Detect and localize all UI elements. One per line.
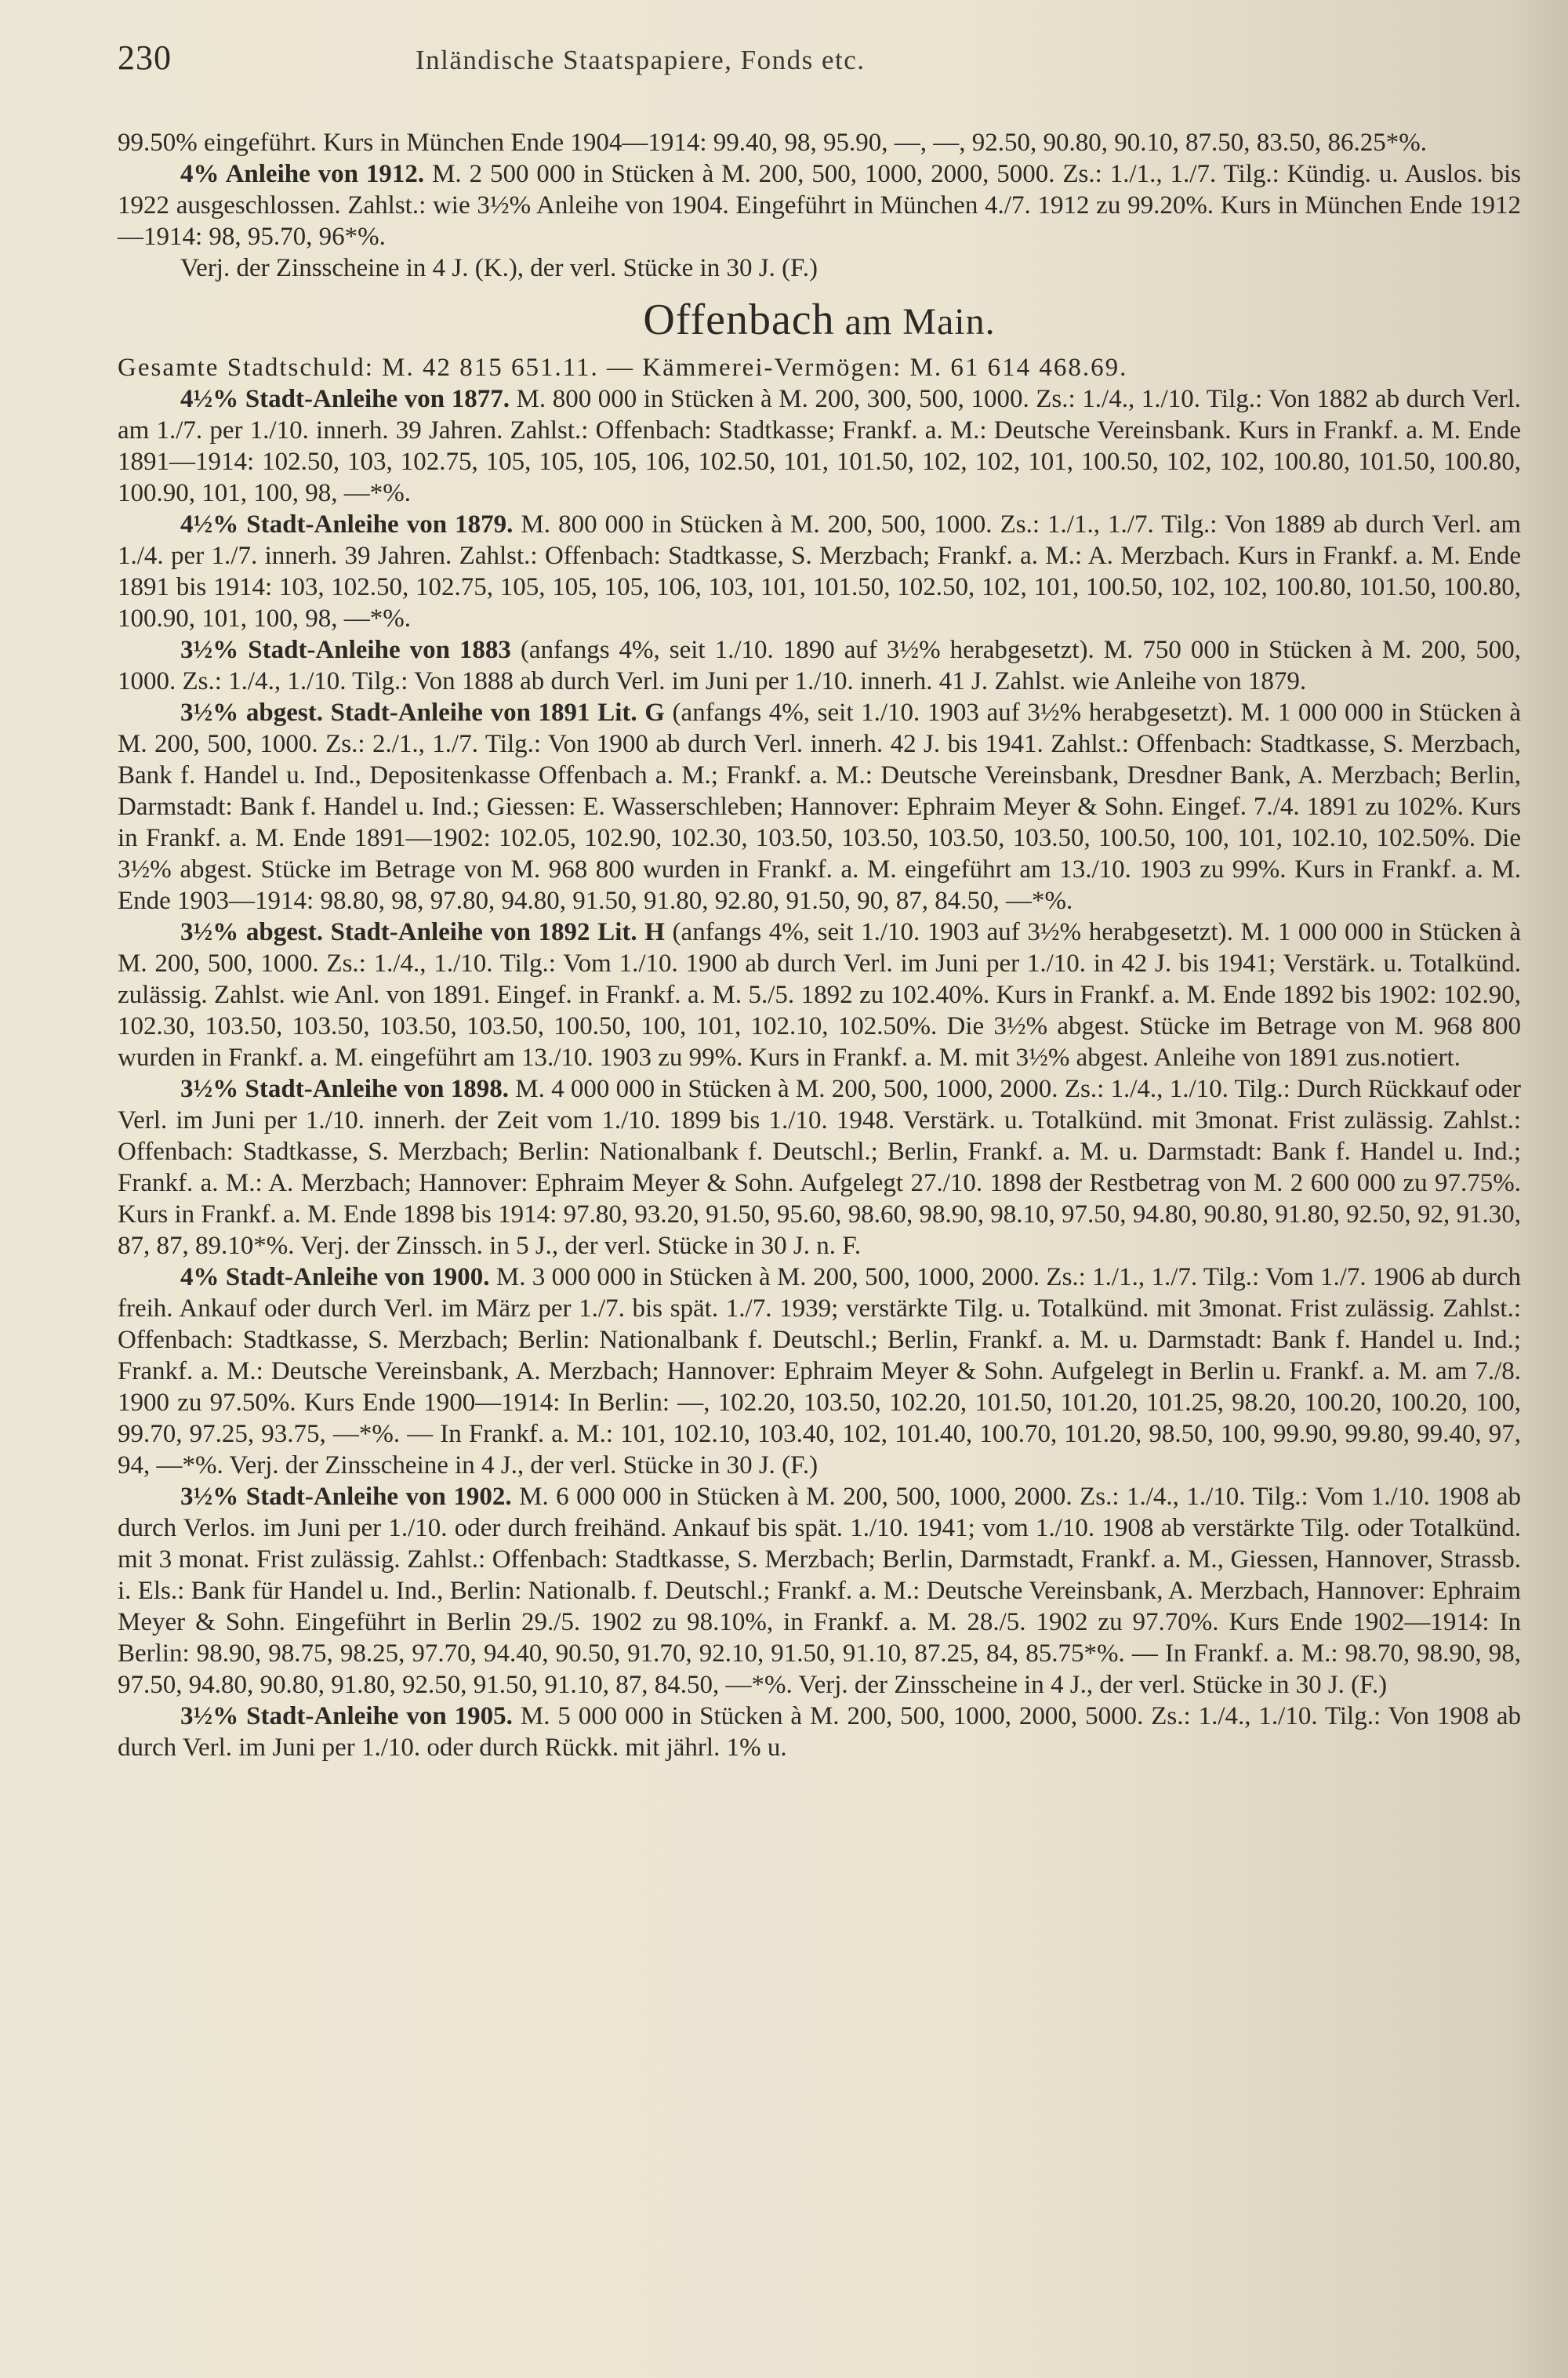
loan-entry-title: 3½% Stadt-Anleihe von 1898. xyxy=(180,1075,510,1103)
loan-entry-text: M. 800 000 in Stücken à M. 200, 500, 1000. Zs.: 1./1., 1./7. Tilg.: Von 1889 ab durch Verl. am 1./4. per 1./7. innerh. 39 Jahren. Zahlst.: Offenbach: Stadtkasse, S. Merzbach; Frankf. a. M.: A. Merzbach. Kurs in Frankf. a. M. Ende 1891 bis 1914: 103, 102.50, 102.75, 105, 105, 105, 106, 103, 101, 101.50, 102.50, 102, 101, 100.50, 102, 102, 100.80, 101.50, 100.80, 100.90, 101, 100, 98, —*%. xyxy=(118,510,1521,633)
city-name: Offenbach xyxy=(643,296,835,344)
loan-entry-title: 3½% abgest. Stadt-Anleihe von 1892 Lit. H xyxy=(180,918,665,946)
city-suffix: am Main. xyxy=(834,301,996,343)
loan-entry-title: 4½% Stadt-Anleihe von 1879. xyxy=(180,510,514,539)
loan-entry xyxy=(118,634,1521,697)
loan-entry-text: M. 3 000 000 in Stücken à M. 200, 500, 1000, 2000. Zs.: 1./1., 1./7. Tilg.: Vom 1./7. 1906 ab durch freih. Ankauf oder durch Verl. im März per 1./7. bis spät. 1./7. 1939; verstärkte Tilg. u. Totalkünd. mit 3monat. Frist zulässig. Zahlst.: Offenbach: Stadtkasse, S. Merzbach; Berlin: Nationalbank f. Deutschl.; Berlin, Frankf. a. M. u. Darmstadt: Bank f. Handel u. Ind.; Frankf. a. M.: Deutsche Vereinsbank, A. Merzbach; Hannover: Ephraim Meyer & Sohn. Aufgelegt in Berlin u. Frankf. a. M. am 7./8. 1900 zu 97.50%. Kurs Ende 1900—1914: In Berlin: —, 102.20, 103.50, 102.20, 101.50, 101.20, 101.25, 98.20, 100.20, 100.20, 100, 99.70, 97.25, 93.75, —*%. — In Frankf. a. M.: 101, 102.10, 103.40, 102, 101.40, 100.70, 101.20, 98.50, 100, 99.90, 99.80, 99.40, 97, 94, —*%. Verj. der Zinsscheine in 4 J., der verl. Stücke in 30 J. (F.) xyxy=(118,1263,1521,1479)
loan-entry xyxy=(118,509,1521,634)
loan-entry xyxy=(118,1073,1521,1262)
loan-entry xyxy=(118,917,1521,1073)
loan-1912-paragraph xyxy=(118,158,1521,252)
loan-entry xyxy=(118,1481,1521,1701)
page-header xyxy=(118,38,1521,93)
loan-entry-text: M. 5 000 000 in Stücken à M. 200, 500, 1000, 2000, 5000. Zs.: 1./4., 1./10. Tilg.: Von 1908 ab durch Verl. im Juni per 1./10. oder durch Rückk. mit jährl. 1% u. xyxy=(118,1702,1521,1762)
running-title: Inländische Staatspapiere, Fonds etc. xyxy=(416,45,866,75)
loan-entry-text: M. 6 000 000 in Stücken à M. 200, 500, 1000, 2000. Zs.: 1./4., 1./10. Tilg.: Vom 1./10. 1908 ab durch Verlos. im Juni per 1./10. oder durch freihänd. Ankauf bis spät. 1./10. 1941; vom 1./10. 1908 ab verstärkte Tilg. oder Totalkünd. mit 3 monat. Frist zulässig. Zahlst.: Offenbach: Stadtkasse, S. Merzbach; Berlin, Darmstadt, Frankf. a. M., Giessen, Hannover, Strassb. i. Els.: Bank für Handel u. Ind., Berlin: Nationalb. f. Deutschl.; Frankf. a. M.: Deutsche Vereinsbank, A. Merzbach, Hannover: Ephraim Meyer & Sohn. Eingeführt in Berlin 29./5. 1902 zu 98.10%, in Frankf. a. M. 28./5. 1902 zu 97.70%. Kurs Ende 1902—1914: In Berlin: 98.90, 98.75, 98.25, 97.70, 94.40, 90.50, 91.70, 92.10, 91.50, 91.10, 87.25, 84, 85.75*%. — In Frankf. a. M.: 98.70, 98.90, 98, 97.50, 94.80, 90.80, 91.80, 92.50, 91.50, 91.10, 87, 84.50, —*%. Verj. der Zinsscheine in 4 J., der verl. Stücke in 30 J. (F.) xyxy=(118,1483,1521,1699)
intro-paragraph: 99.50% eingeführt. Kurs in München Ende 1904—1914: 99.40, 98, 95.90, —, —, 92.50, 90.80, 90.10, 87.50, 83.50, 86.25*%. xyxy=(118,129,1428,157)
loan-entry-title: 3½% Stadt-Anleihe von 1902. xyxy=(180,1483,512,1511)
loan-entry-text: M. 4 000 000 in Stücken à M. 200, 500, 1000, 2000. Zs.: 1./4., 1./10. Tilg.: Durch Rückkauf oder Verl. im Juni per 1./10. innerh. der Zeit vom 1./10. 1899 bis 1./10. 1948. Verstärk. u. Totalkünd. mit 3monat. Frist zulässig. Zahlst.: Offenbach: Stadtkasse, S. Merzbach; Berlin: Nationalbank f. Deutschl.; Berlin, Frankf. a. M. u. Darmstadt: Bank f. Handel u. Ind.; Frankf. a. M.: A. Merzbach; Hannover: Ephraim Meyer & Sohn. Aufgelegt 27./10. 1898 der Restbetrag von M. 2 600 000 zu 97.75%. Kurs in Frankf. a. M. Ende 1898 bis 1914: 97.80, 93.20, 91.50, 95.60, 98.60, 98.90, 98.10, 97.50, 94.80, 90.80, 91.80, 92.50, 92, 91.30, 87, 87, 89.10*%. Verj. der Zinssch. in 5 J., der verl. Stücke in 30 J. n. F. xyxy=(118,1075,1521,1260)
loan-entry-text: (anfangs 4%, seit 1./10. 1890 auf 3½% herabgesetzt). M. 750 000 in Stücken à M. 200, 500, 1000. Zs.: 1./4., 1./10. Tilg.: Von 1888 ab durch Verl. im Juni per 1./10. innerh. 41 J. Zahlst. wie Anleihe von 1879. xyxy=(118,636,1522,695)
loan-entry-text: (anfangs 4%, seit 1./10. 1903 auf 3½% herabgesetzt). M. 1 000 000 in Stücken à M. 200, 500, 1000. Zs.: 1./4., 1./10. Tilg.: Vom 1./10. 1900 ab durch Verl. im Juni per 1./10. in 42 J. bis 1941; Verstärk. u. Totalkünd. zulässig. Zahlst. wie Anl. von 1891. Eingef. in Frankf. a. M. 5./5. 1892 zu 102.40%. Kurs in Frankf. a. M. Ende 1892 bis 1902: 102.90, 102.30, 103.50, 103.50, 103.50, 103.50, 100.50, 100, 101, 102.10, 102.50%. Die 3½% abgest. Stücke im Betrage von M. 968 800 wurden in Frankf. a. M. eingeführt am 13./10. 1903 zu 99%. Kurs in Frankf. a. M. mit 3½% abgest. Anleihe von 1891 zus.notiert. xyxy=(118,918,1521,1072)
page-number: 230 xyxy=(118,38,172,77)
limitation-note: Verj. der Zinsscheine in 4 J. (K.), der verl. Stücke in 30 J. (F.) xyxy=(180,254,818,282)
loan-entry-text: (anfangs 4%, seit 1./10. 1903 auf 3½% herabgesetzt). M. 1 000 000 in Stücken à M. 200, 500, 1000. Zs.: 2./1., 1./7. Tilg.: Von 1900 ab durch Verl. innerh. 42 J. bis 1941. Zahlst.: Offenbach: Stadtkasse, S. Merzbach, Bank f. Handel u. Ind., Depositenkasse Offenbach a. M.; Frankf. a. M.: Deutsche Vereinsbank, Dresdner Bank, A. Merzbach; Berlin, Darmstadt: Bank f. Handel u. Ind.; Giessen: E. Wasserschleben; Hannover: Ephraim Meyer & Sohn. Eingef. 7./4. 1891 zu 102%. Kurs in Frankf. a. M. Ende 1891—1902: 102.05, 102.90, 102.30, 103.50, 103.50, 103.50, 103.50, 100.50, 100, 101, 102.10, 102.50%. Die 3½% abgest. Stücke im Betrage von M. 968 800 wurden in Frankf. a. M. eingeführt am 13./10. 1903 zu 99%. Kurs in Frankf. a. M. Ende 1903—1914: 98.80, 98, 97.80, 94.80, 91.50, 91.80, 92.80, 91.50, 90, 87, 84.50, —*%. xyxy=(118,699,1521,915)
loan-entry xyxy=(118,697,1521,917)
loan-entry xyxy=(118,1262,1521,1481)
loan-entry-text: M. 800 000 in Stücken à M. 200, 300, 500, 1000. Zs.: 1./4., 1./10. Tilg.: Von 1882 ab durch Verl. am 1./7. per 1./10. innerh. 39 Jahren. Zahlst.: Offenbach: Stadtkasse; Frankf. a. M.: Deutsche Vereinsbank. Kurs in Frankf. a. M. Ende 1891—1914: 102.50, 103, 102.75, 105, 105, 105, 106, 102.50, 101, 101.50, 102, 102, 101, 100.50, 102, 102, 100.80, 101.50, 100.80, 100.90, 101, 100, 98, —*%. xyxy=(118,385,1521,507)
loan-entry xyxy=(118,1701,1521,1763)
loan-entry-title: 3½% abgest. Stadt-Anleihe von 1891 Lit. G xyxy=(180,699,665,727)
loan-entry-title: 4½% Stadt-Anleihe von 1877. xyxy=(180,385,510,413)
city-heading xyxy=(118,295,1521,347)
loan-entry-title: 3½% Stadt-Anleihe von 1905. xyxy=(180,1702,513,1730)
page-body xyxy=(118,127,1521,1763)
loan-entry xyxy=(118,383,1521,509)
debt-summary: Gesamte Stadtschuld: M. 42 815 651.11. — Kämmerei-Vermögen: M. 61 614 468.69. xyxy=(118,354,1128,382)
loan-1912-text: M. 2 500 000 in Stücken à M. 200, 500, 1000, 2000, 5000. Zs.: 1./1., 1./7. Tilg.: Kündig. u. Auslos. bis 1922 ausgeschlossen. Zahlst.: wie 3½% Anleihe von 1904. Eingeführt in München 4./7. 1912 zu 99.20%. Kurs in München Ende 1912—1914: 98, 95.70, 96*%. xyxy=(118,160,1522,251)
loan-entry-title: 4% Stadt-Anleihe von 1900. xyxy=(180,1263,490,1291)
loan-1912-title: 4% Anleihe von 1912. xyxy=(180,160,425,188)
loan-entry-title: 3½% Stadt-Anleihe von 1883 xyxy=(180,636,511,664)
